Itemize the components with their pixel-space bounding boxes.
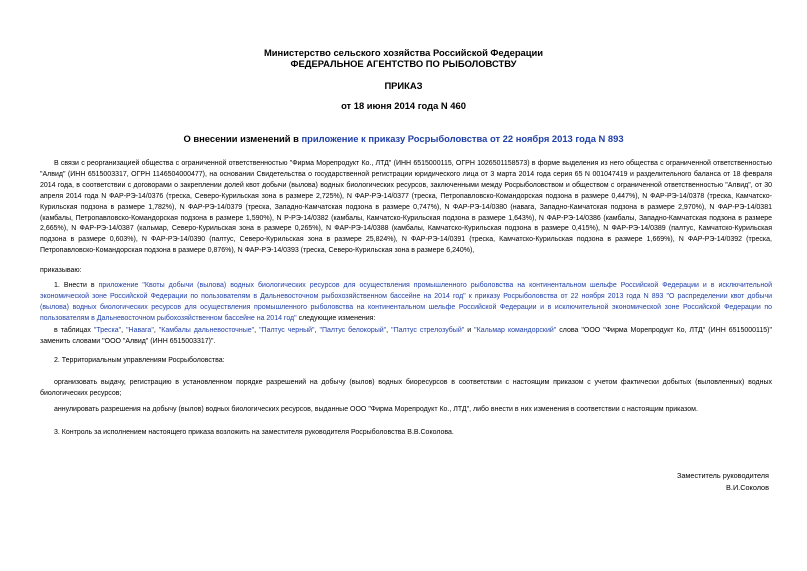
item-2b-paragraph (40, 405, 772, 416)
table-link-kambaly[interactable]: "Камбалы дальневосточные" (158, 327, 255, 334)
table-link-treska[interactable]: "Треска" (93, 327, 122, 334)
order-word-paragraph (40, 266, 772, 277)
document-type: ПРИКАЗ (384, 80, 423, 91)
item-2b-text: аннулировать разрешения на добычу (вылов) водных биологических ресурсов, выданные ООО "Фирма Морепродукт Ко., ЛТД", либо внести в них изменения в соответствии с настоящим приказом. (54, 406, 698, 413)
item-3-paragraph (40, 428, 772, 439)
item-1-paragraph (40, 281, 772, 325)
subject-link[interactable]: приложение к приказу Росрыболовства от 22 ноября 2013 года N 893 (301, 133, 624, 144)
table-link-paltus-belokory[interactable]: "Палтус белокорый" (319, 327, 387, 334)
item-2a-paragraph (40, 378, 772, 400)
tables-prefix: в таблицах (54, 327, 94, 334)
ministry-name: Министерство сельского хозяйства Российской Федерации (263, 47, 544, 58)
table-link-paltus-strelozuby[interactable]: "Палтус стрелозубый" (391, 327, 465, 334)
signature-title: Заместитель руководителя (676, 471, 769, 480)
separator: , (386, 327, 392, 334)
separator: , (254, 327, 260, 334)
table-link-kalmar[interactable]: "Кальмар командорский" (474, 327, 557, 334)
item-2-paragraph (40, 356, 772, 367)
document-date-number: от 18 июня 2014 года N 460 (341, 100, 466, 111)
item-1-text (40, 281, 772, 325)
item-2a-text: организовать выдачу, регистрацию в установленном порядке разрешений на добычу (вылов) водных биоресурсов в соответствии с настоящим приказом с учетом фактически добытых (выловленных) водных биологических ресурсов; (40, 379, 772, 397)
signature-block (677, 470, 769, 493)
preamble-text: В связи с реорганизацией общества с ограниченной ответственностью "Фирма Морепродукт Ко., ЛТД" (ИНН 6515000115, ОГРН 1026501158573) в форме выделения из него общества с ограниченной ответственностью "Алвид" (ИНН 6515003317, ОГРН 1146504000477), на основании Свидетельства о государственной регистрации юридического лица от 3 марта 2014 года серия 65 N 001047419 и разделительного баланса от 18 февраля 2014 года, в соответствии с договорами о закреплении долей квот добычи (вылова) водных биологических ресурсов, заключенными между Росрыболовством и обществом с ограниченной ответственностью "Алвид", от 30 апреля 2014 года N ФАР-РЭ-14/0376 (треска, Северо-Курильская зона в размере 2,725%), N ФАР-РЭ-14/0377 (треска, Петропавловско-Командорская подзона в размере 0,447%), N ФАР-РЭ-14/0378 (треска, Камчатско-Курильская подзона в размере 1,782%), N ФАР-РЭ-14/0379 (треска, Западно-Камчатская подзона в размере 0,747%), N ФАР-РЭ-14/0380 (навага, Западно-Камчатская подзона в размере 2,970%), N ФАР-РЭ-14/0381 (камбалы, Петропавловско-Командорская подзона в размере 1,590%), N Р-РЭ-14/0382 (камбалы, Камчатско-Курильская подзона в размере 1,643%), N ФАР-РЭ-14/0386 (камбалы, Западно-Камчатская подзона в размере 2,665%), N ФАР-РЭ-14/0387 (кальмар, Северо-Курильская зона в размере 0,265%), N ФАР-РЭ-14/0388 (камбалы, Камчатско-Курильская подзона в размере 0,415%), N ФАР-РЭ-14/0389 (палтус, Камчатско-Курильская подзона в размере 0,603%), N ФАР-РЭ-14/0390 (палтус, Северо-Курильская зона в размере 25,824%), N ФАР-РЭ-14/0391 (треска, Камчатско-Курильская подзона в размере 1,669%), N ФАР-РЭ-14/0392 (треска, Петропавловско-Командорская подзона в размере 0,876%), N ФАР-РЭ-14/0393 (треска, Северо-Курильская зона в размере 6,240%), (40, 160, 772, 255)
item-3-text: 3. Контроль за исполнением настоящего приказа возложить на заместителя руководителя Росрыболовства В.В.Соколова. (54, 429, 454, 436)
document-subject (0, 133, 807, 144)
separator: , (121, 327, 127, 334)
preamble-paragraph (40, 159, 772, 257)
separator: , (153, 327, 159, 334)
tables-text (40, 326, 772, 348)
signature-name: В.И.Соколов (726, 482, 769, 492)
item-1-suffix: следующие изменения: (296, 314, 376, 322)
document-header (0, 47, 807, 69)
subject-prefix: О внесении изменений в (183, 133, 302, 144)
tables-suffix: слова "ООО "Фирма Морепродукт Ко, ЛТД" (ИНН 6515000115)" заменить словами "ООО "Алвид" (ИНН 6515003317)". (40, 327, 772, 345)
table-link-paltus-cherny[interactable]: "Палтус черный" (259, 327, 315, 334)
agency-name: ФЕДЕРАЛЬНОЕ АГЕНТСТВО ПО РЫБОЛОВСТВУ (290, 58, 517, 69)
item-1-link[interactable]: приложение "Квоты добычи (вылова) водных биологических ресурсов для осуществления промышленного рыболовства на континентальном шельфе Российской Федерации и в исключительной экономической зоне Российской Федерации по пользователям в Дальневосточном рыбохозяйственном бассейне на 2014 год" к приказу Росрыболовства от 22 ноября 2013 года N 893 "О распределении квот добычи (вылова) водных биологических ресурсов для осуществления промышленного рыболовства на континентальном шельфе Российской Федерации и в исключительной экономической зоне Российской Федерации по пользователям в Дальневосточном рыбохозяйственном бассейне на 2014 год" (40, 282, 772, 322)
order-word: приказываю: (40, 267, 82, 274)
table-link-navaga[interactable]: "Навага" (126, 327, 154, 334)
item-1-prefix: 1. Внести в (54, 282, 99, 289)
separator: , (314, 327, 320, 334)
item-2-text: 2. Территориальным управлениям Росрыболовства: (54, 357, 225, 364)
conjunction: и (464, 327, 475, 334)
tables-paragraph (40, 326, 772, 348)
